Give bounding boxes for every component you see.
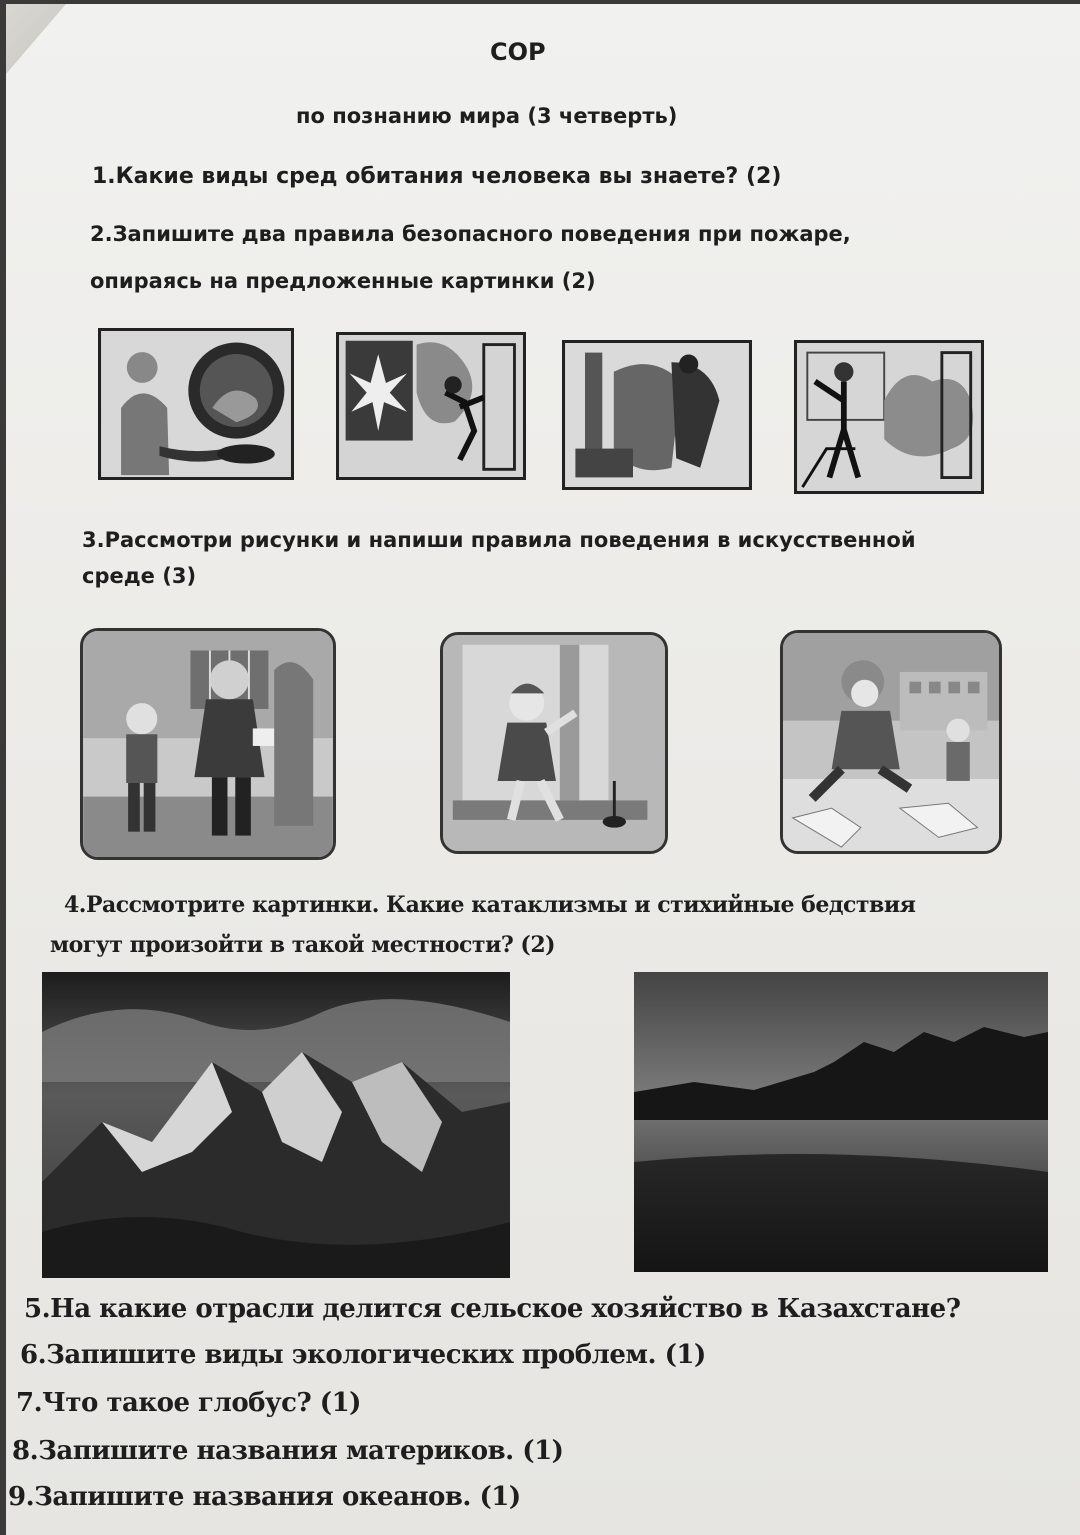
mountain-photo: [42, 972, 510, 1278]
worksheet-page: [6, 4, 1080, 1535]
window-picture-child: [440, 632, 668, 854]
question-3-line-2: среде (3): [82, 564, 197, 588]
lake-photo: [634, 972, 1048, 1272]
page-subtitle: по познанию мира (3 четверть): [296, 104, 678, 128]
ice-picture-children: [780, 630, 1002, 854]
question-4-line-1: 4.Рассмотрите картинки. Какие катаклизмы и стихийные бедствия: [64, 892, 916, 918]
page-title: СОР: [490, 38, 546, 66]
fire-picture-escape-door: [336, 332, 526, 480]
fire-picture-phone-call: [98, 328, 294, 480]
question-8: 8.Запишите названия материков. (1): [12, 1436, 564, 1466]
fire-picture-smoke-exit: [794, 340, 984, 494]
question-4-line-2: могут произойти в такой местности? (2): [50, 932, 556, 958]
question-2-line-1: 2.Запишите два правила безопасного поведения при пожаре,: [90, 222, 851, 246]
street-picture-stranger: [80, 628, 336, 860]
question-3-line-1: 3.Рассмотри рисунки и напиши правила поведения в искусственной: [82, 528, 916, 552]
question-6: 6.Запишите виды экологических проблем. (1): [20, 1340, 706, 1370]
question-2-line-2: опираясь на предложенные картинки (2): [90, 269, 596, 293]
question-1: 1.Какие виды сред обитания человека вы знаете? (2): [92, 164, 782, 189]
fire-picture-blanket: [562, 340, 752, 490]
question-7: 7.Что такое глобус? (1): [16, 1388, 361, 1418]
question-9: 9.Запишите названия океанов. (1): [8, 1482, 521, 1512]
folded-corner: [6, 4, 66, 74]
question-5: 5.На какие отрасли делится сельское хозяйство в Казахстане?: [24, 1294, 961, 1324]
